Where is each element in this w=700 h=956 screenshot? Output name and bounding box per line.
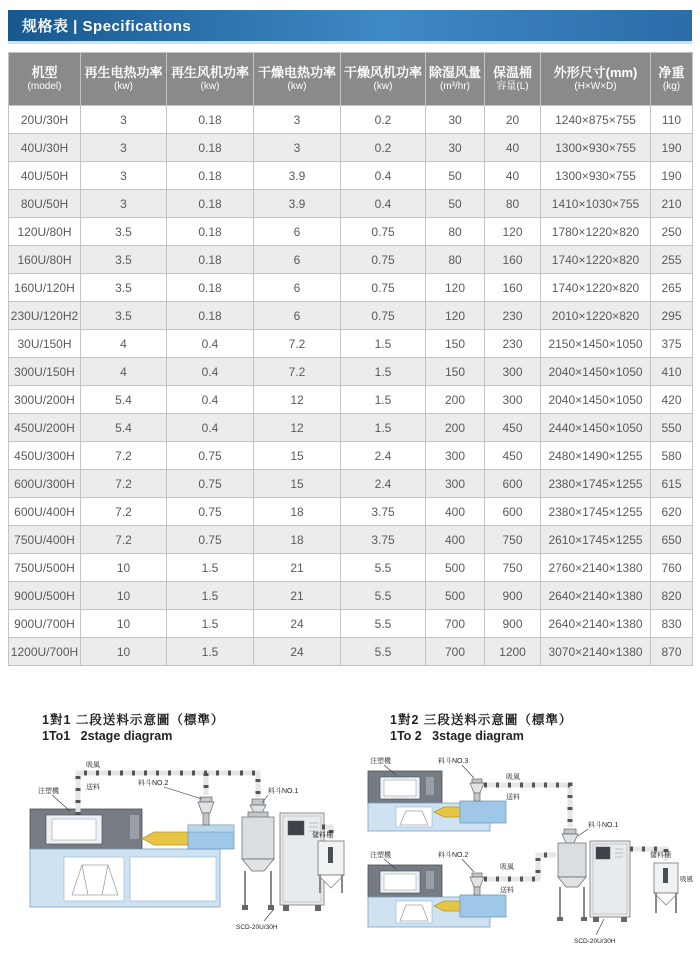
table-cell: 265	[651, 274, 693, 302]
table-row	[9, 190, 693, 218]
table-cell: 1740×1220×820	[541, 246, 651, 274]
table-cell: 0.18	[167, 190, 254, 218]
table-cell: 900U/700H	[9, 610, 81, 638]
table-cell: 4	[81, 330, 167, 358]
label-hopper-no2: 料斗NO.2	[438, 852, 469, 859]
table-row	[9, 162, 693, 190]
table-cell: 3.9	[254, 162, 341, 190]
table-cell: 50	[426, 190, 485, 218]
table-row	[9, 106, 693, 134]
table-cell: 900	[485, 582, 541, 610]
table-cell: 450	[485, 442, 541, 470]
table-cell: 295	[651, 302, 693, 330]
table-cell: 0.75	[167, 498, 254, 526]
table-cell: 0.4	[167, 358, 254, 386]
table-cell: 1.5	[341, 330, 426, 358]
table-cell: 6	[254, 246, 341, 274]
table-cell: 0.18	[167, 134, 254, 162]
table-cell: 5.5	[341, 554, 426, 582]
column-header: 再生电热功率 (kw)	[81, 53, 167, 106]
table-cell: 21	[254, 554, 341, 582]
table-cell: 30	[426, 134, 485, 162]
table-cell: 20	[485, 106, 541, 134]
table-cell: 650	[651, 526, 693, 554]
table-cell: 0.2	[341, 134, 426, 162]
table-cell: 160U/80H	[9, 246, 81, 274]
table-cell: 0.18	[167, 218, 254, 246]
table-cell: 230	[485, 330, 541, 358]
hopper-no3	[470, 779, 484, 801]
table-cell: 0.75	[341, 246, 426, 274]
label-suction-mid: 吸風	[500, 864, 514, 871]
table-cell: 1.5	[341, 386, 426, 414]
hopper-no1	[562, 829, 578, 843]
table-cell: 120	[426, 302, 485, 330]
table-cell: 190	[651, 162, 693, 190]
table-cell: 2.4	[341, 470, 426, 498]
table-row	[9, 302, 693, 330]
label-storage: 儲料桶	[650, 852, 671, 859]
table-cell: 400	[426, 526, 485, 554]
column-header: 净重 (kg)	[651, 53, 693, 106]
table-cell: 150	[426, 330, 485, 358]
table-cell: 3.75	[341, 526, 426, 554]
table-cell: 1.5	[341, 414, 426, 442]
label-injection-machine-bottom: 注塑機	[370, 852, 391, 859]
table-cell: 3.5	[81, 302, 167, 330]
table-cell: 760	[651, 554, 693, 582]
table-cell: 300U/200H	[9, 386, 81, 414]
label-feed-top: 送料	[506, 794, 520, 801]
table-cell: 30U/150H	[9, 330, 81, 358]
table-cell: 600U/300H	[9, 470, 81, 498]
table-row	[9, 134, 693, 162]
table-cell: 10	[81, 638, 167, 666]
label-feed-mid: 送料	[500, 887, 514, 894]
table-cell: 450U/300H	[9, 442, 81, 470]
diagram-title-zh: 1對2 三段送料示意圖（標準）	[390, 713, 573, 727]
table-cell: 900	[485, 610, 541, 638]
header-row	[9, 53, 693, 106]
table-cell: 3	[81, 106, 167, 134]
table-cell: 750U/400H	[9, 526, 81, 554]
column-header: 干燥风机功率 (kw)	[341, 53, 426, 106]
specifications-table	[8, 52, 693, 666]
table-cell: 500	[426, 554, 485, 582]
table-cell: 1240×875×755	[541, 106, 651, 134]
table-cell: 0.2	[341, 106, 426, 134]
table-cell: 870	[651, 638, 693, 666]
column-header: 机型 (model)	[9, 53, 81, 106]
table-cell: 2610×1745×1255	[541, 526, 651, 554]
table-cell: 80	[485, 190, 541, 218]
table-cell: 24	[254, 638, 341, 666]
table-cell: 1300×930×755	[541, 134, 651, 162]
table-cell: 5.5	[341, 638, 426, 666]
table-cell: 0.4	[167, 330, 254, 358]
table-cell: 300	[485, 358, 541, 386]
diagram-3stage-title	[360, 710, 698, 743]
section-header-banner	[8, 10, 692, 44]
table-cell: 2380×1745×1255	[541, 498, 651, 526]
column-header: 外形尺寸(mm) (H×W×D)	[541, 53, 651, 106]
table-row	[9, 638, 693, 666]
pipe-bottom-machine	[484, 855, 556, 879]
table-row	[9, 246, 693, 274]
hopper-no2	[470, 873, 484, 895]
table-cell: 620	[651, 498, 693, 526]
table-cell: 6	[254, 302, 341, 330]
table-cell: 2640×2140×1380	[541, 610, 651, 638]
table-cell: 0.75	[167, 470, 254, 498]
table-cell: 0.4	[341, 190, 426, 218]
diagram-title-en: 1To 2 3stage diagram	[390, 729, 524, 743]
table-cell: 4	[81, 358, 167, 386]
table-cell: 750U/500H	[9, 554, 81, 582]
table-cell: 2640×2140×1380	[541, 582, 651, 610]
table-cell: 200	[426, 414, 485, 442]
table-cell: 400	[426, 498, 485, 526]
table-row	[9, 470, 693, 498]
table-cell: 3.5	[81, 274, 167, 302]
label-suction-top: 吸風	[506, 774, 520, 781]
table-cell: 600	[485, 470, 541, 498]
table-cell: 1780×1220×820	[541, 218, 651, 246]
table-cell: 6	[254, 274, 341, 302]
storage-bin	[654, 863, 678, 913]
table-cell: 1300×930×755	[541, 162, 651, 190]
table-cell: 830	[651, 610, 693, 638]
table-cell: 3.75	[341, 498, 426, 526]
table-header	[9, 53, 693, 106]
table-cell: 21	[254, 582, 341, 610]
table-cell: 600	[485, 498, 541, 526]
table-cell: 0.18	[167, 274, 254, 302]
table-cell: 300	[426, 442, 485, 470]
label-injection-machine: 注塑機	[38, 788, 59, 795]
table-body	[9, 106, 693, 666]
diagram-title-zh: 1對1 二段送料示意圖（標準）	[42, 713, 225, 727]
table-cell: 700	[426, 610, 485, 638]
table-row	[9, 330, 693, 358]
table-cell: 200	[426, 386, 485, 414]
page	[0, 10, 700, 956]
label-hopper-no3: 料斗NO.3	[438, 758, 469, 765]
column-header: 再生风机功率 (kw)	[167, 53, 254, 106]
table-cell: 0.18	[167, 302, 254, 330]
table-cell: 615	[651, 470, 693, 498]
page-title: 规格表 | Specifications	[22, 18, 192, 35]
table-cell: 0.4	[341, 162, 426, 190]
table-cell: 3	[81, 190, 167, 218]
table-cell: 30	[426, 106, 485, 134]
label-dryer-model: SCD-20U/30H	[236, 924, 278, 931]
table-cell: 80	[426, 218, 485, 246]
table-cell: 1.5	[167, 582, 254, 610]
diagrams-section	[12, 710, 700, 951]
injection-machine-top	[368, 771, 506, 831]
table-cell: 40	[485, 134, 541, 162]
table-cell: 420	[651, 386, 693, 414]
table-cell: 10	[81, 554, 167, 582]
table-cell: 2010×1220×820	[541, 302, 651, 330]
table-cell: 2040×1450×1050	[541, 358, 651, 386]
label-suction-storage: 吸風	[680, 876, 693, 883]
injection-machine-bottom	[368, 865, 506, 927]
table-cell: 15	[254, 442, 341, 470]
table-row	[9, 610, 693, 638]
table-cell: 500	[426, 582, 485, 610]
table-cell: 3	[254, 134, 341, 162]
table-cell: 18	[254, 498, 341, 526]
table-cell: 0.18	[167, 162, 254, 190]
table-cell: 110	[651, 106, 693, 134]
label-suction: 吸風	[86, 762, 100, 769]
table-cell: 190	[651, 134, 693, 162]
table-row	[9, 498, 693, 526]
table-cell: 0.18	[167, 106, 254, 134]
table-cell: 230	[485, 302, 541, 330]
column-header: 保温桶 容量(L)	[485, 53, 541, 106]
table-row	[9, 554, 693, 582]
table-cell: 7.2	[81, 526, 167, 554]
table-cell: 3070×2140×1380	[541, 638, 651, 666]
table-cell: 0.18	[167, 246, 254, 274]
table-cell: 300	[426, 470, 485, 498]
table-cell: 6	[254, 218, 341, 246]
table-cell: 150	[426, 358, 485, 386]
table-cell: 80	[426, 246, 485, 274]
table-cell: 18	[254, 526, 341, 554]
table-cell: 410	[651, 358, 693, 386]
table-cell: 3.5	[81, 218, 167, 246]
table-cell: 250	[651, 218, 693, 246]
table-cell: 230U/120H2	[9, 302, 81, 330]
table-cell: 0.75	[341, 218, 426, 246]
table-cell: 2760×2140×1380	[541, 554, 651, 582]
label-hopper-no1: 料斗NO.1	[268, 788, 299, 795]
table-cell: 5.5	[341, 610, 426, 638]
dryer-unit	[557, 829, 630, 922]
table-cell: 24	[254, 610, 341, 638]
table-cell: 3	[81, 162, 167, 190]
table-cell: 900U/500H	[9, 582, 81, 610]
table-cell: 10	[81, 610, 167, 638]
table-row	[9, 526, 693, 554]
table-cell: 7.2	[81, 442, 167, 470]
table-cell: 1200	[485, 638, 541, 666]
table-cell: 15	[254, 470, 341, 498]
diagram-3stage	[360, 710, 698, 951]
table-row	[9, 274, 693, 302]
label-injection-machine-top: 注塑機	[370, 758, 391, 765]
label-storage: 儲料桶	[312, 832, 333, 839]
table-cell: 5.5	[341, 582, 426, 610]
table-cell: 12	[254, 386, 341, 414]
table-cell: 160	[485, 274, 541, 302]
table-cell: 0.75	[167, 442, 254, 470]
table-row	[9, 442, 693, 470]
table-cell: 600U/400H	[9, 498, 81, 526]
dryer-unit	[242, 799, 324, 911]
table-cell: 20U/30H	[9, 106, 81, 134]
column-header: 干燥电热功率 (kw)	[254, 53, 341, 106]
hopper-no2	[198, 797, 214, 825]
table-cell: 1.5	[167, 610, 254, 638]
table-cell: 2380×1745×1255	[541, 470, 651, 498]
table-cell: 550	[651, 414, 693, 442]
table-cell: 2040×1450×1050	[541, 386, 651, 414]
table-cell: 80U/50H	[9, 190, 81, 218]
table-cell: 255	[651, 246, 693, 274]
table-row	[9, 358, 693, 386]
table-cell: 0.75	[341, 274, 426, 302]
table-cell: 375	[651, 330, 693, 358]
table-cell: 210	[651, 190, 693, 218]
table-cell: 2150×1450×1050	[541, 330, 651, 358]
table-cell: 7.2	[254, 358, 341, 386]
table-cell: 1.5	[167, 554, 254, 582]
table-cell: 450U/200H	[9, 414, 81, 442]
table-cell: 2440×1450×1050	[541, 414, 651, 442]
table-cell: 0.4	[167, 414, 254, 442]
table-cell: 120U/80H	[9, 218, 81, 246]
table-cell: 750	[485, 554, 541, 582]
table-cell: 1.5	[341, 358, 426, 386]
diagram-2stage-art	[12, 751, 347, 951]
table-cell: 3	[81, 134, 167, 162]
label-hopper-no1: 料斗NO.1	[588, 822, 619, 829]
diagram-2stage-title	[12, 710, 350, 743]
label-dryer-model: SCD-20U/30H	[574, 938, 616, 945]
table-cell: 160	[485, 246, 541, 274]
table-cell: 120	[426, 274, 485, 302]
table-cell: 820	[651, 582, 693, 610]
table-row	[9, 414, 693, 442]
table-cell: 700	[426, 638, 485, 666]
table-row	[9, 218, 693, 246]
diagram-3stage-art	[360, 751, 695, 951]
table-cell: 50	[426, 162, 485, 190]
table-cell: 0.75	[167, 526, 254, 554]
table-cell: 0.75	[341, 302, 426, 330]
diagram-2stage	[12, 710, 350, 951]
table-cell: 7.2	[254, 330, 341, 358]
table-cell: 10	[81, 582, 167, 610]
table-cell: 300	[485, 386, 541, 414]
table-cell: 7.2	[81, 498, 167, 526]
table-row	[9, 582, 693, 610]
table-cell: 160U/120H	[9, 274, 81, 302]
table-cell: 1410×1030×755	[541, 190, 651, 218]
table-cell: 0.4	[167, 386, 254, 414]
table-cell: 300U/150H	[9, 358, 81, 386]
table-cell: 3.5	[81, 246, 167, 274]
table-cell: 7.2	[81, 470, 167, 498]
column-header: 除湿风量 (m³/hr)	[426, 53, 485, 106]
label-hopper-no2: 料斗NO.2	[138, 780, 169, 787]
diagram-title-en: 1To1 2stage diagram	[42, 729, 173, 743]
table-cell: 120	[485, 218, 541, 246]
table-cell: 40	[485, 162, 541, 190]
table-cell: 3.9	[254, 190, 341, 218]
table-cell: 3	[254, 106, 341, 134]
table-cell: 580	[651, 442, 693, 470]
table-cell: 1.5	[167, 638, 254, 666]
table-cell: 40U/50H	[9, 162, 81, 190]
label-feed: 送料	[86, 784, 100, 791]
table-cell: 5.4	[81, 386, 167, 414]
table-cell: 12	[254, 414, 341, 442]
table-cell: 1740×1220×820	[541, 274, 651, 302]
table-cell: 2480×1490×1255	[541, 442, 651, 470]
table-cell: 750	[485, 526, 541, 554]
table-cell: 2.4	[341, 442, 426, 470]
table-row	[9, 386, 693, 414]
table-cell: 450	[485, 414, 541, 442]
table-cell: 5.4	[81, 414, 167, 442]
table-cell: 1200U/700H	[9, 638, 81, 666]
table-cell: 40U/30H	[9, 134, 81, 162]
